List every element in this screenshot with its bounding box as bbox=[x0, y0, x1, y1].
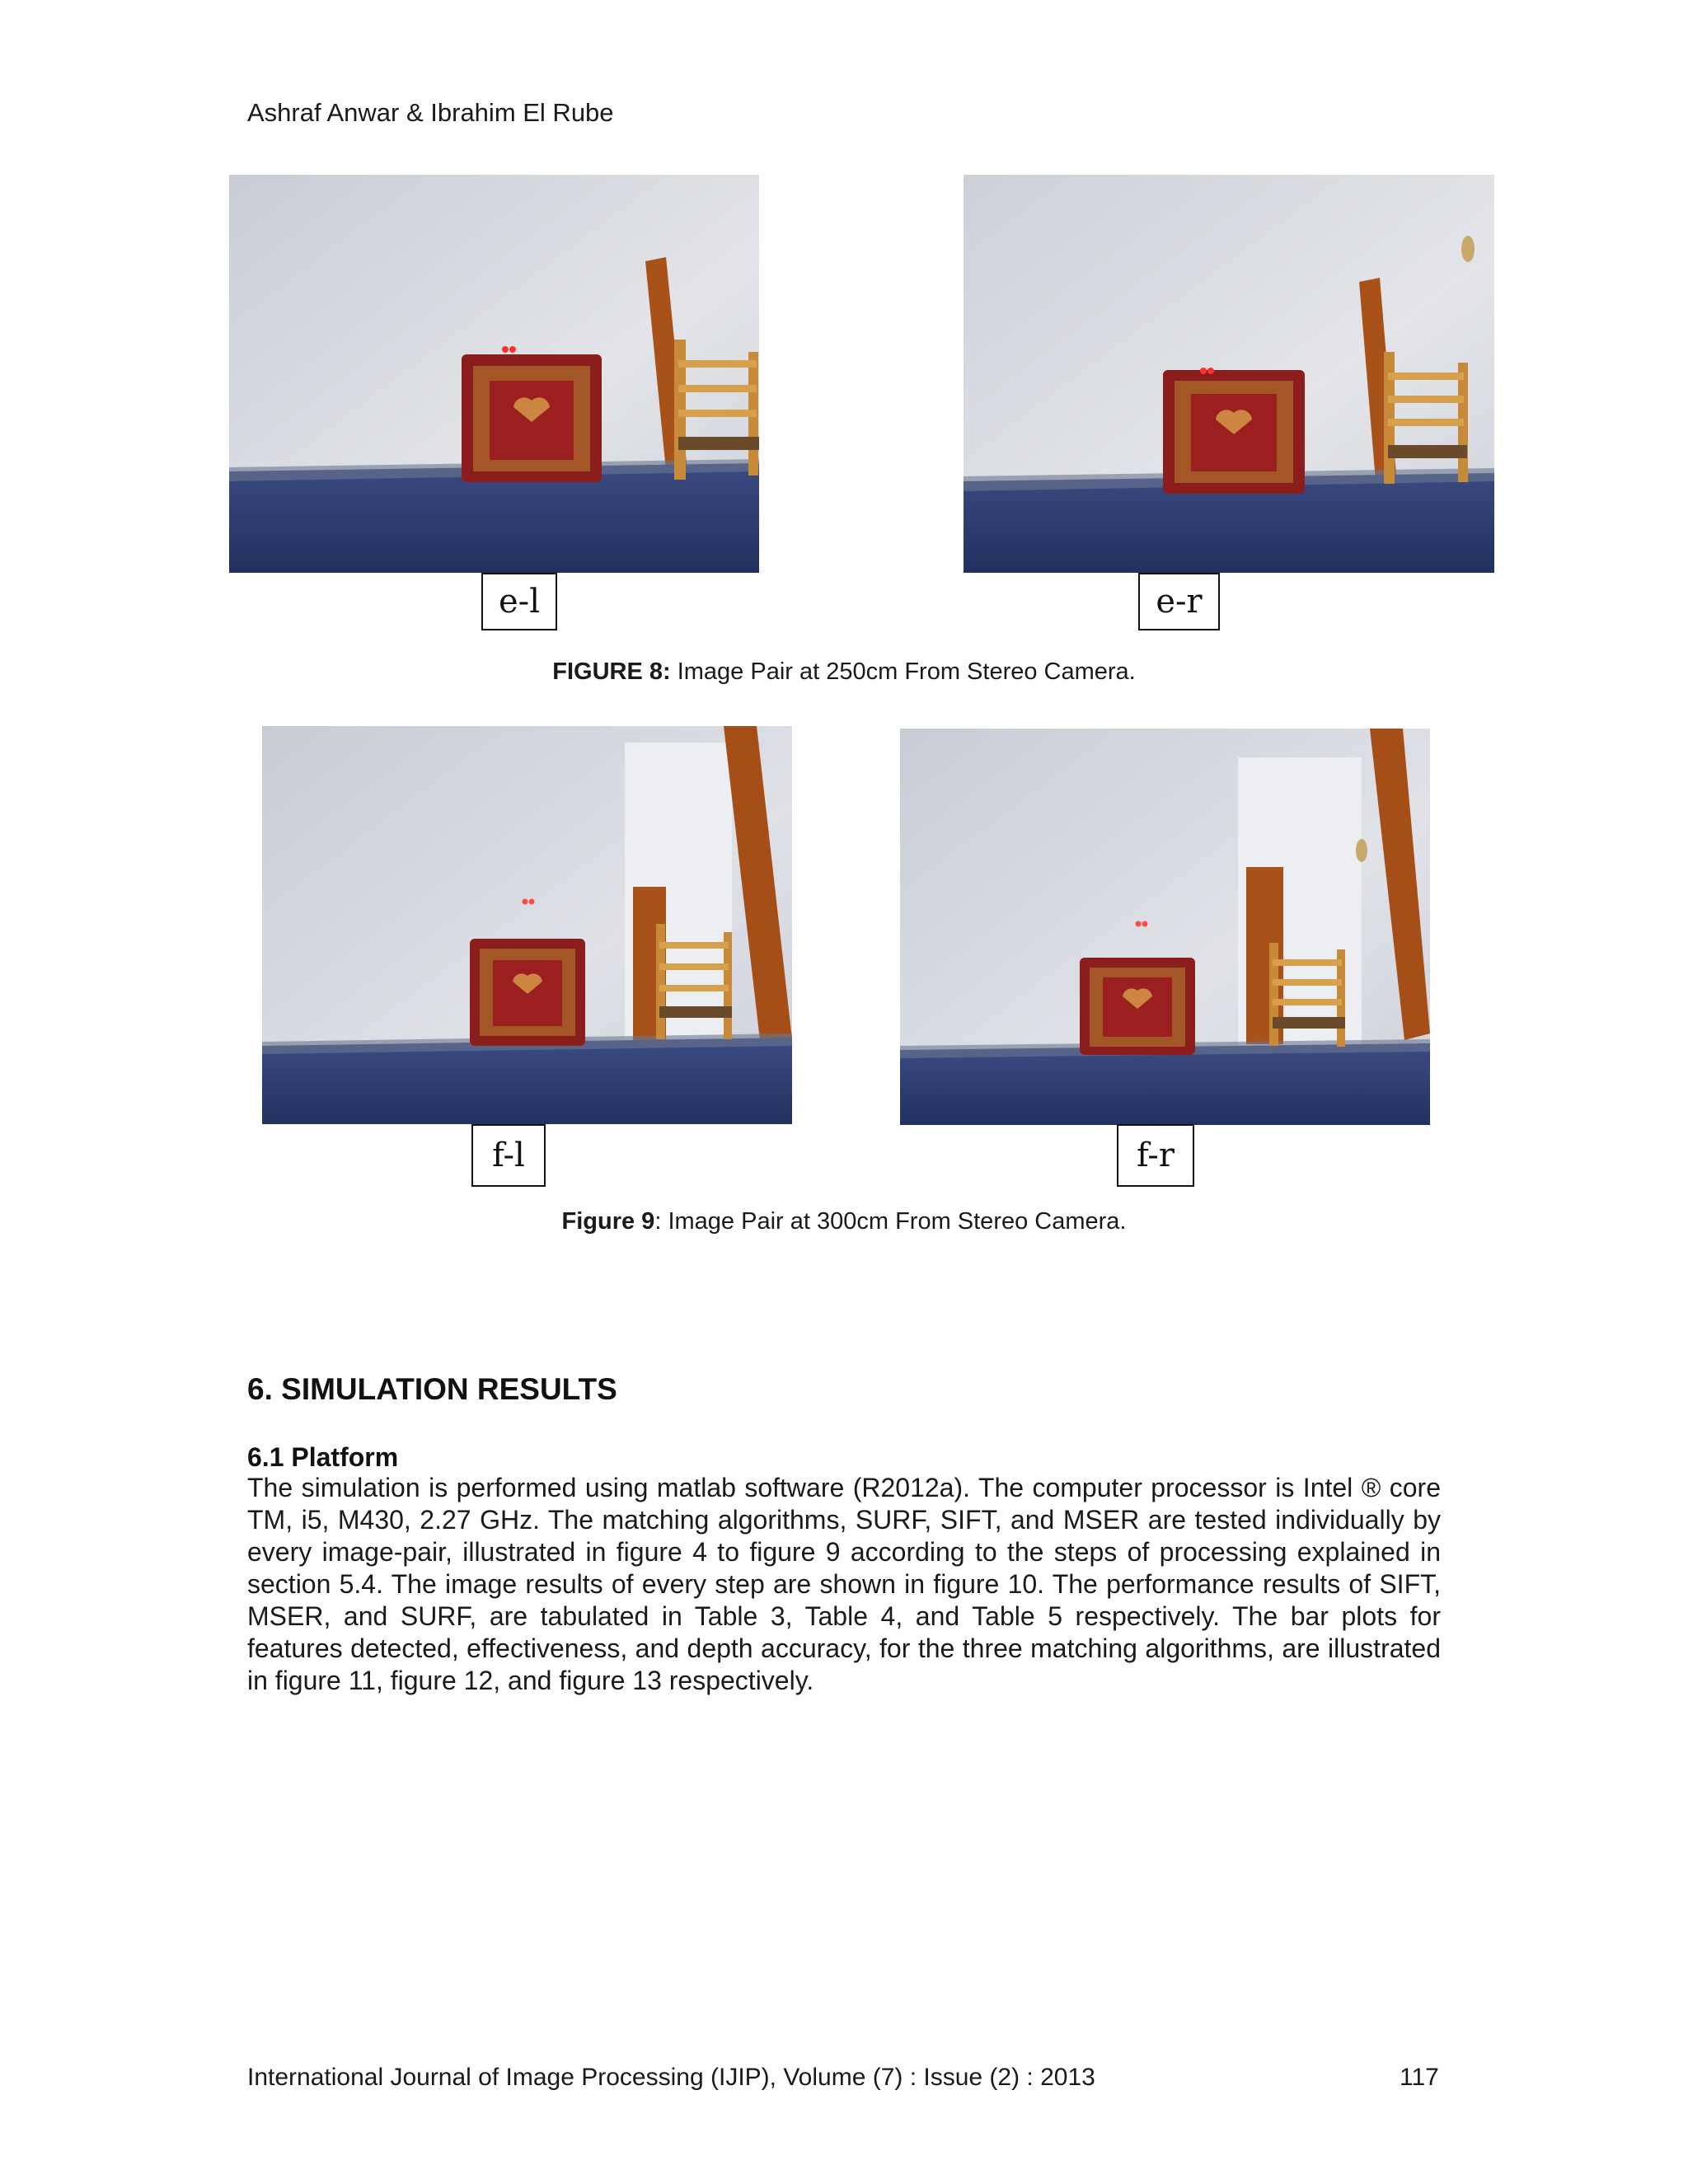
body-paragraph: The simulation is performed using matlab software (R2012a). The computer processor is Intel ® core TM, i5, M430, 2.27 GHz. The matching algorithms, SURF, SIFT, and MSER are tested individually by every image-pair, illustrated in figure 4 to figure 9 according to the steps of processing explained in section 5.4. The image results of every step are shown in figure 10. The performance results of SIFT, MSER, and SURF, are tabulated in Table 3, Table 4, and Table 5 respectively. The bar plots for features detected, effectiveness, and depth accuracy, for the three matching algorithms, are illustrated in figure 11, figure 12, and figure 13 respectively. bbox=[247, 1473, 1441, 1695]
figure-8-caption-text: Image Pair at 250cm From Stereo Camera. bbox=[670, 658, 1136, 685]
figure-8-right-label: e-r bbox=[1138, 573, 1220, 630]
figure-9-caption bbox=[0, 1207, 1688, 1236]
figure-9-right-photo bbox=[900, 729, 1430, 1125]
figure-8-left-photo bbox=[229, 175, 759, 573]
figure-9-caption-text: : Image Pair at 300cm From Stereo Camera. bbox=[654, 1208, 1127, 1235]
stereo-scene-image bbox=[964, 175, 1494, 573]
figure-8-caption-prefix: FIGURE 8: bbox=[552, 658, 671, 685]
figure-9-left-label: f-l bbox=[471, 1124, 546, 1187]
section-heading: 6. SIMULATION RESULTS bbox=[247, 1372, 617, 1406]
running-header-authors: Ashraf Anwar & Ibrahim El Rube bbox=[247, 98, 614, 127]
footer-journal-citation: International Journal of Image Processing (IJIP), Volume (7) : Issue (2) : 2013 bbox=[247, 2064, 1095, 2091]
figure-8-left-label: e-l bbox=[481, 573, 557, 630]
stereo-scene-image bbox=[262, 726, 792, 1124]
footer-page-number: 117 bbox=[1400, 2064, 1439, 2091]
stereo-scene-image bbox=[900, 729, 1430, 1125]
figure-8-right-photo bbox=[964, 175, 1494, 573]
subsection-heading: 6.1 Platform bbox=[247, 1442, 399, 1472]
figure-9-right-label: f-r bbox=[1117, 1124, 1194, 1187]
figure-9-left-photo bbox=[262, 726, 792, 1124]
figure-9-caption-prefix: Figure 9 bbox=[561, 1208, 655, 1235]
stereo-scene-image bbox=[229, 175, 759, 573]
figure-8-caption bbox=[0, 657, 1688, 687]
